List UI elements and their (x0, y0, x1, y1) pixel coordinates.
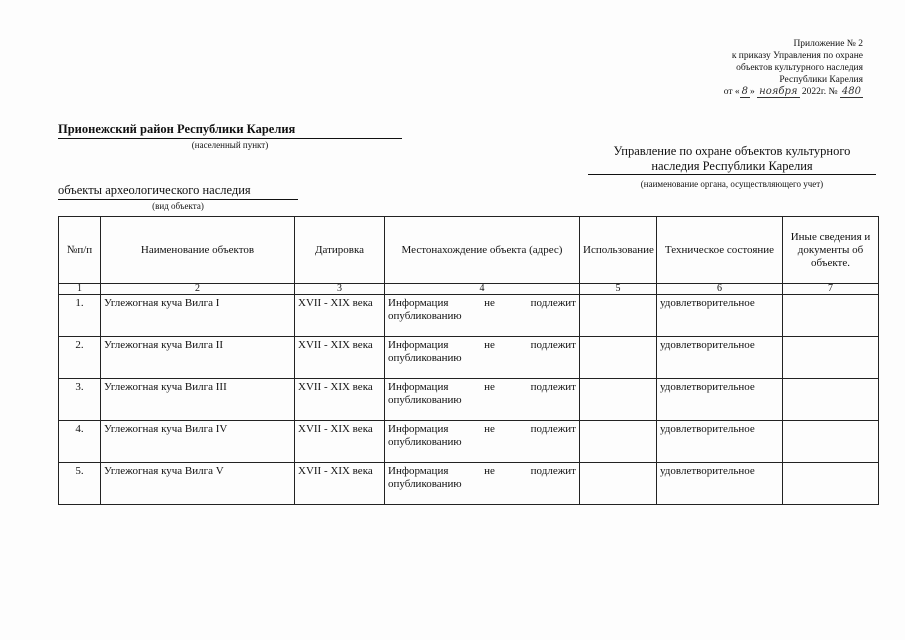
object-dating: XVII - XIX века (295, 379, 385, 421)
object-other (783, 463, 879, 505)
date-mid: » (750, 87, 755, 97)
settlement-block (58, 122, 402, 150)
object-condition: удовлетворительное (657, 337, 783, 379)
row-number: 4. (59, 421, 101, 463)
column-number: 2 (101, 284, 295, 295)
object-condition: удовлетворительное (657, 379, 783, 421)
table-row (59, 295, 879, 337)
table-row (59, 463, 879, 505)
object-dating: XVII - XIX века (295, 337, 385, 379)
header-condition: Техническое состояние (657, 217, 783, 284)
object-dating: XVII - XIX века (295, 421, 385, 463)
column-number: 5 (580, 284, 657, 295)
object-condition: удовлетворительное (657, 295, 783, 337)
object-condition: удовлетворительное (657, 421, 783, 463)
object-location: Информация не подлежит опубликованию (385, 421, 580, 463)
header-dating: Датировка (295, 217, 385, 284)
table-row (59, 337, 879, 379)
organization-line-1: Управление по охране объектов культурного (613, 144, 851, 158)
organization-name (588, 144, 876, 175)
column-number: 4 (385, 284, 580, 295)
object-name: Углежогная куча Вилга III (101, 379, 295, 421)
object-usage (580, 295, 657, 337)
date-month: ноября (759, 86, 798, 97)
table-row (59, 379, 879, 421)
object-other (783, 295, 879, 337)
object-usage (580, 337, 657, 379)
object-location: Информация не подлежит опубликованию (385, 379, 580, 421)
object-other (783, 421, 879, 463)
object-name: Углежогная куча Вилга V (101, 463, 295, 505)
header-number: №п/п (59, 217, 101, 284)
appendix-line-2: к приказу Управления по охране (731, 51, 863, 61)
object-type-caption: (вид объекта) (152, 201, 204, 211)
object-dating: XVII - XIX века (295, 463, 385, 505)
object-location: Информация не подлежит опубликованию (385, 337, 580, 379)
object-type-title: объекты археологического наследия (58, 183, 298, 200)
appendix-line-3: объектов культурного наследия (736, 63, 863, 73)
date-year: 2022г. № (801, 87, 838, 97)
date-prefix: от « (723, 87, 740, 97)
object-dating: XVII - XIX века (295, 295, 385, 337)
object-type-block (58, 183, 298, 211)
settlement-caption: (населенный пункт) (191, 140, 269, 150)
organization-caption: (наименование органа, осуществляющего учет) (640, 179, 824, 189)
appendix-date-line (603, 86, 863, 98)
header-name: Наименование объектов (101, 217, 295, 284)
object-location: Информация не подлежит опубликованию (385, 463, 580, 505)
header-location: Местонахождение объекта (адрес) (385, 217, 580, 284)
settlement-title: Прионежский район Республики Карелия (58, 122, 402, 139)
column-number: 3 (295, 284, 385, 295)
object-name: Углежогная куча Вилга IV (101, 421, 295, 463)
object-location: Информация не подлежит опубликованию (385, 295, 580, 337)
object-usage (580, 421, 657, 463)
table-header-row (59, 217, 879, 284)
row-number: 5. (59, 463, 101, 505)
column-number: 1 (59, 284, 101, 295)
object-usage (580, 379, 657, 421)
header-other: Иные сведения и документы об объекте. (783, 217, 879, 284)
order-number: 480 (841, 86, 861, 97)
organization-line-2: наследия Республики Карелия (588, 159, 876, 175)
column-number: 7 (783, 284, 879, 295)
object-name: Углежогная куча Вилга II (101, 337, 295, 379)
object-other (783, 379, 879, 421)
object-other (783, 337, 879, 379)
column-number-row (59, 284, 879, 295)
heritage-register-table (58, 216, 879, 505)
row-number: 2. (59, 337, 101, 379)
object-usage (580, 463, 657, 505)
appendix-block (603, 38, 863, 98)
appendix-line-4: Республики Карелия (779, 75, 863, 85)
object-condition: удовлетворительное (657, 463, 783, 505)
column-number: 6 (657, 284, 783, 295)
row-number: 1. (59, 295, 101, 337)
date-day: 8 (741, 86, 749, 97)
appendix-line-1: Приложение № 2 (793, 39, 863, 49)
row-number: 3. (59, 379, 101, 421)
header-usage: Использование (580, 217, 657, 284)
table-row (59, 421, 879, 463)
organization-block (588, 144, 876, 189)
object-name: Углежогная куча Вилга I (101, 295, 295, 337)
